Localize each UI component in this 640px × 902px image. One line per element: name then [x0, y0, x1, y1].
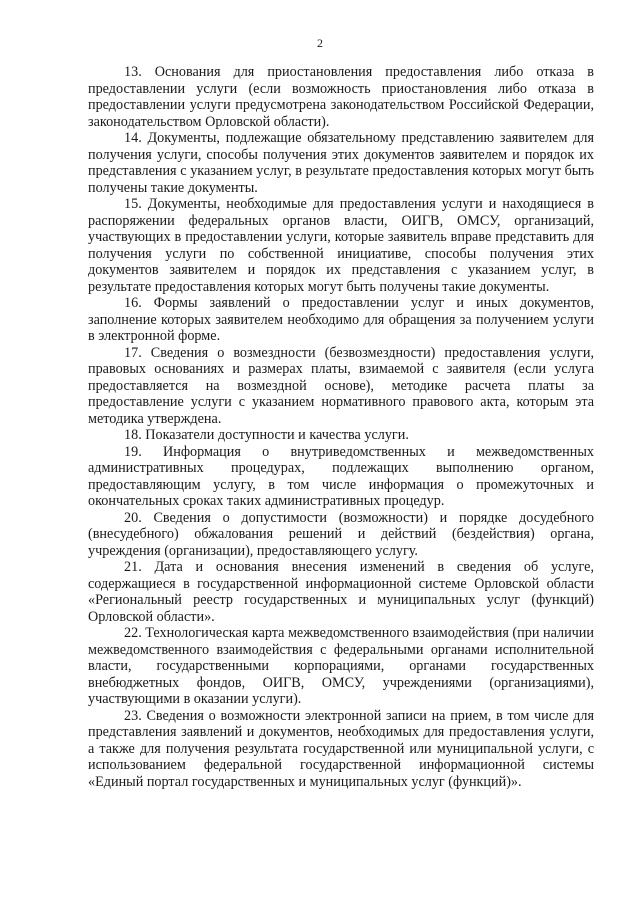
paragraph-18: 18. Показатели доступности и качества услуги.	[124, 427, 409, 443]
paragraph-16: 16. Формы заявлений о предоставлении услуг и иных документов, заполнение которых заявителем необходимо для обращения за получением услуги в электронной форме.	[88, 295, 594, 344]
paragraph-22: 22. Технологическая карта межведомственного взаимодействия (при наличии межведомственного взаимодействия с федеральными органами исполнительной власти, государственными корпорациями, органами государственных внебюджетных фондов, ОИГВ, ОМСУ, учреждениями (организациями), участвующими в оказании услуги).	[88, 625, 594, 707]
paragraph-17: 17. Сведения о возмездности (безвозмездности) предоставления услуги, правовых основаниях и размерах платы, взимаемой с заявителя (если услуга предоставляется на возмездной основе), методике расчета платы за предоставление услуги с указанием нормативного правового акта, которым эта методика утверждена.	[88, 344, 594, 427]
page-number: 2	[317, 36, 323, 50]
document-body	[88, 64, 594, 790]
paragraph-19: 19. Информация о внутриведомственных и межведомственных административных процедурах, подлежащих выполнению органом, предоставляющим услугу, в том числе информация о промежуточных и окончательных сроках таких административных процедур.	[88, 443, 594, 509]
paragraph-13: 13. Основания для приостановления предоставления либо отказа в предоставлении услуги (если возможность приостановления либо отказа в предоставлении услуги предусмотрена законодательством Российской Федерации, законодательством Орловской области).	[88, 64, 594, 130]
paragraph-14: 14. Документы, подлежащие обязательному представлению заявителем для получения услуги, способы получения этих документов заявителем и порядок их представления с указанием услуг, в результате предоставления которых могут быть получены такие документы.	[88, 130, 594, 196]
paragraph-21: 21. Дата и основания внесения изменений в сведения об услуге, содержащиеся в государственной информационной системе Орловской области «Региональный реестр государственных и муниципальных услуг (функций) Орловской области».	[88, 559, 594, 625]
paragraph-23: 23. Сведения о возможности электронной записи на прием, в том числе для представления заявлений и документов, необходимых для предоставления услуги, а также для получения результата государственной или муниципальной услуги, с использованием федеральной государственной информационной системы «Единый портал государственных и муниципальных услуг (функций)».	[88, 707, 594, 790]
paragraph-15: 15. Документы, необходимые для предоставления услуги и находящиеся в распоряжении федеральных органов власти, ОИГВ, ОМСУ, организаций, участвующих в предоставлении услуги, которые заявитель вправе представить для получения услуги по собственной инициативе, способы получения этих документов заявителем и порядок их представления с указанием услуг, в результате предоставления которых могут быть получены такие документы.	[88, 196, 594, 295]
paragraph-20: 20. Сведения о допустимости (возможности) и порядке досудебного (внесудебного) обжалования решений и действий (бездействия) органа, учреждения (организации), предоставляющего услугу.	[88, 509, 594, 559]
